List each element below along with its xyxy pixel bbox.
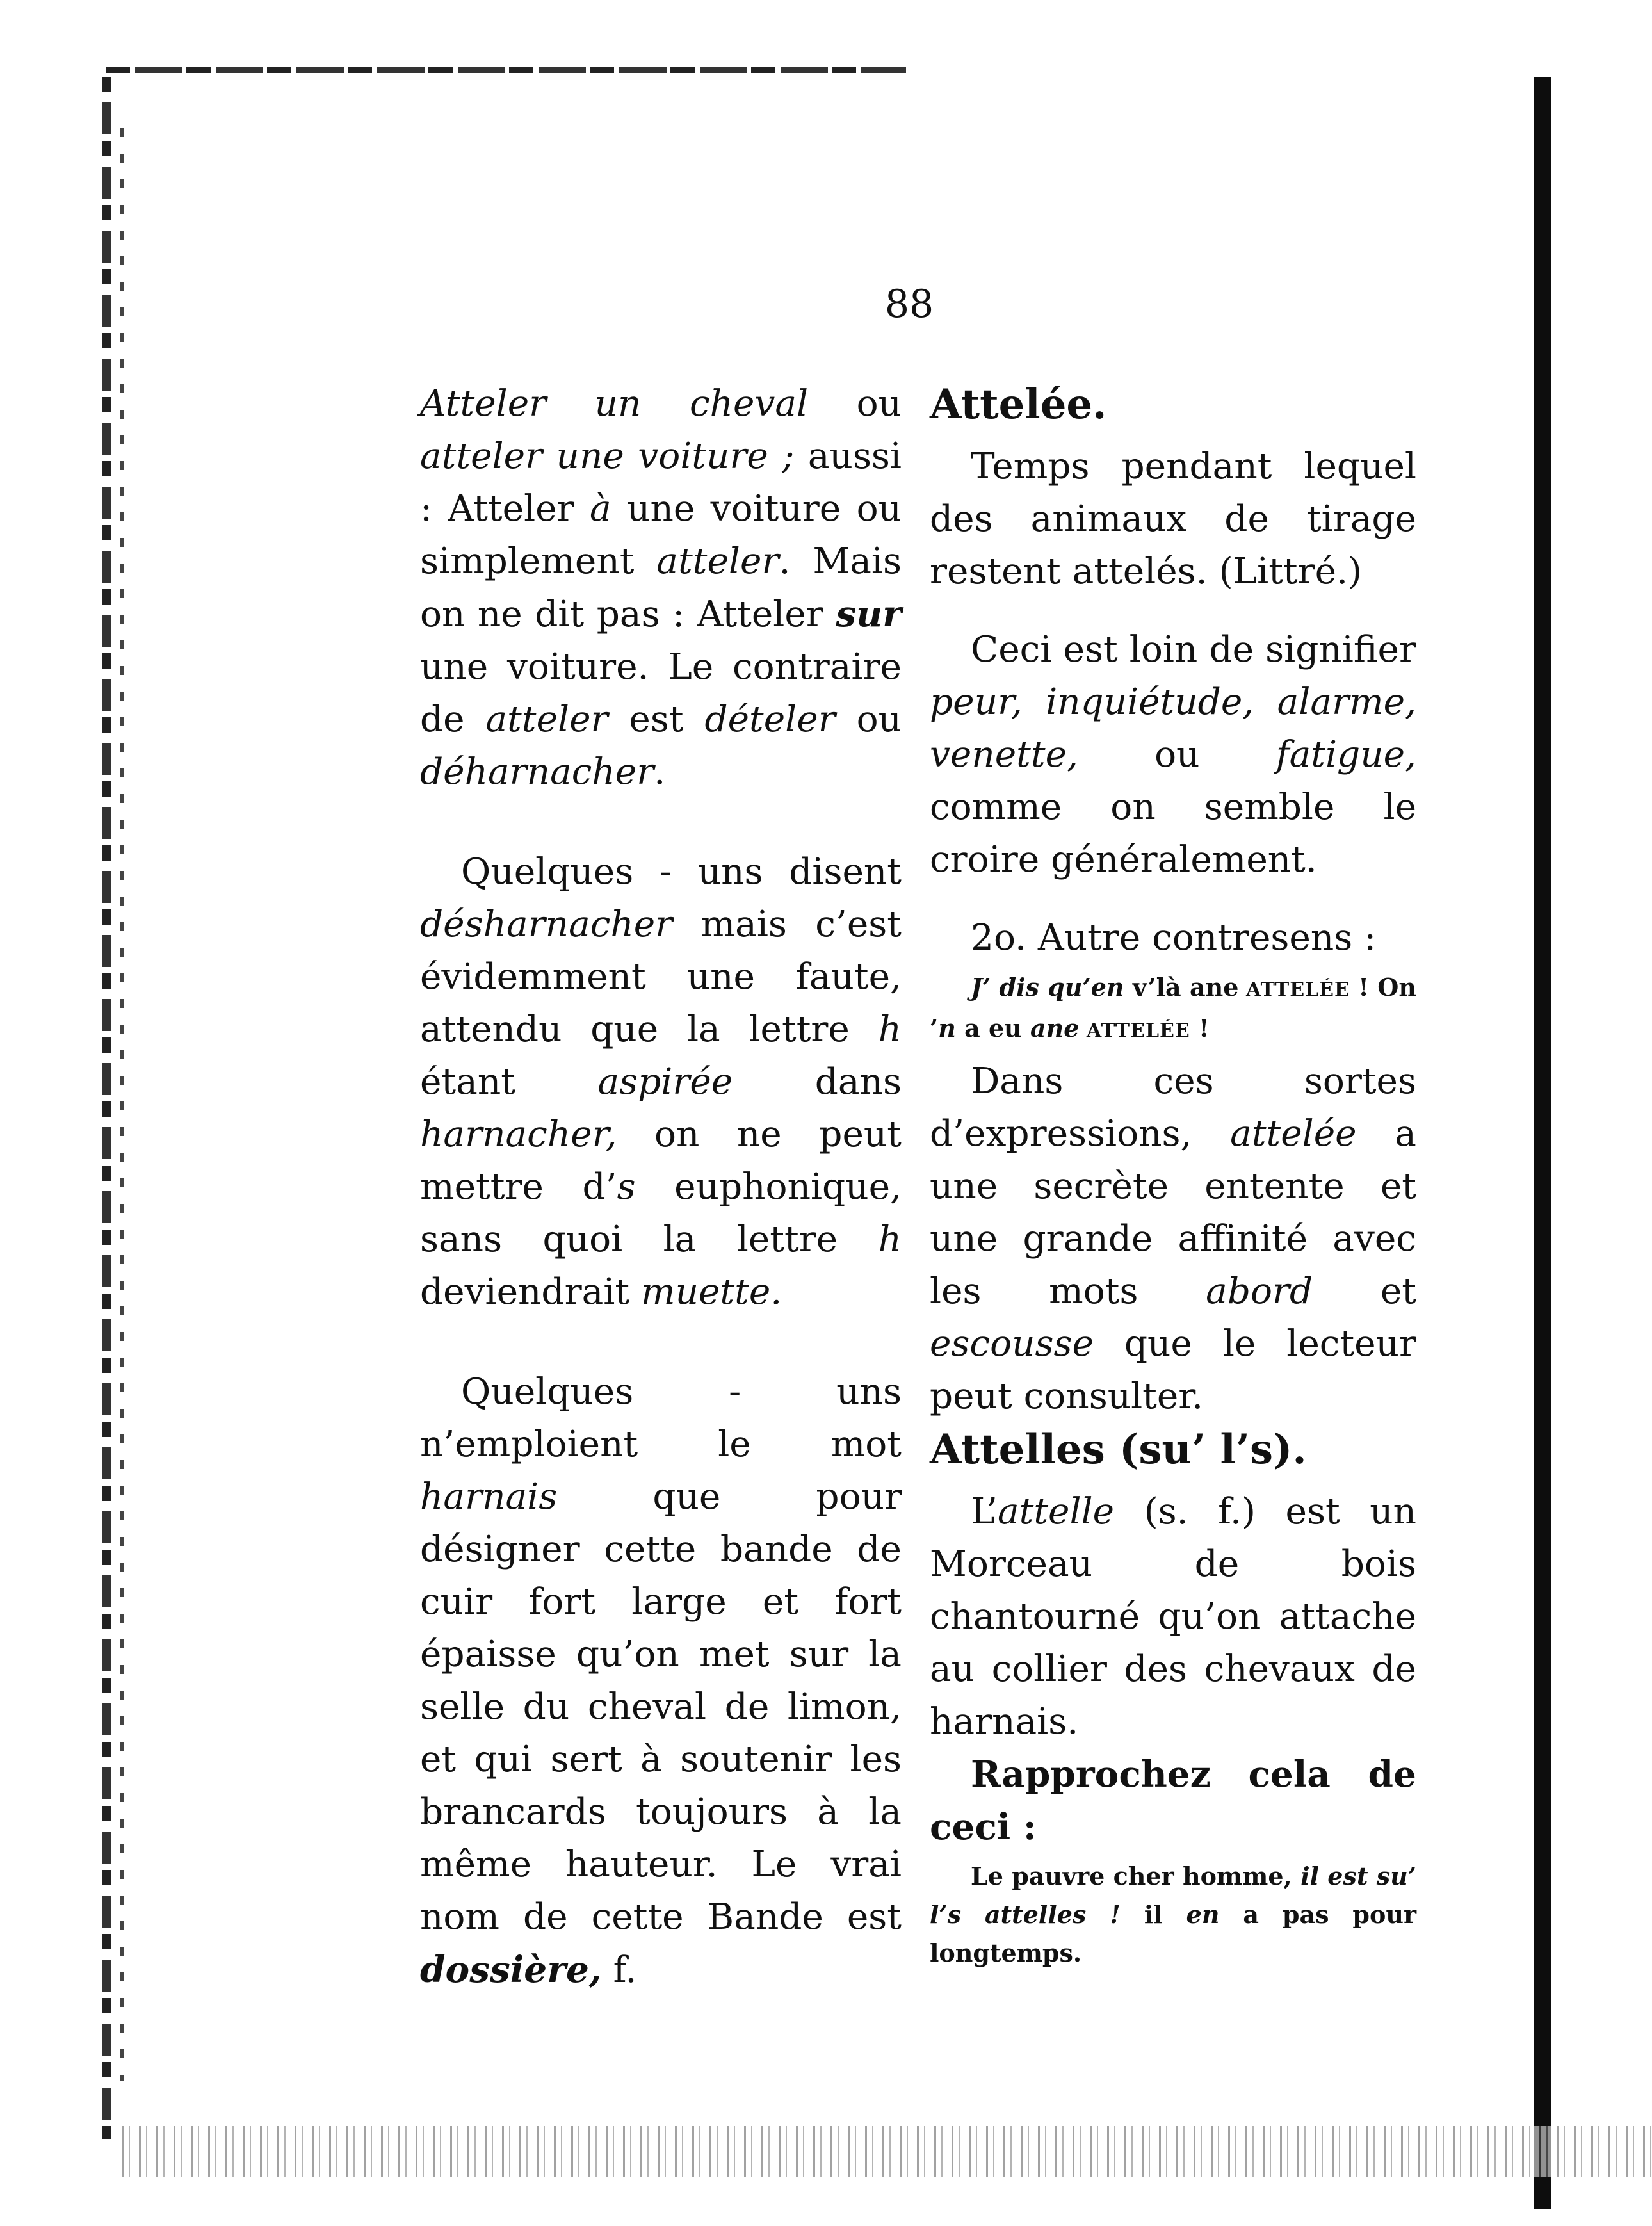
paragraph: L’attelle (s. f.) est un Morceau de bois chantourné qu’on attache au collier des chevaux de harnais. <box>930 1491 1416 1743</box>
scan-noise-bottom <box>122 2126 1652 2177</box>
paragraph: Quelques - uns disent désharnacher mais c’est évidemment une faute, attendu que la lettre h étant aspirée dans harnacher, on ne peut mettre d’s euphonique, sans quoi la lettre h deviendrait muette. <box>420 851 902 1313</box>
scan-border-left <box>102 77 111 2139</box>
entry-heading: Attelles (su’ l’s). <box>930 1426 1307 1474</box>
paragraph: Dans ces sortes d’expressions, attelée a une secrète entente et une grande affinité avec les mots abord et escousse que le lecteur peut consulter. <box>930 1060 1416 1417</box>
left-column <box>420 378 902 1997</box>
page-number: 88 <box>884 282 934 327</box>
quotation: Le pauvre cher homme, il est su’ l’s attelles ! il en a pas pour longtemps. <box>930 1862 1416 1967</box>
scan-border-right <box>1534 77 1551 2209</box>
paragraph: 2o. Autre contresens : <box>971 917 1377 959</box>
paragraph: Atteler un cheval ou atteler une voiture ; aussi : Atteler à une voiture ou simplement atteler. Mais on ne dit pas : Atteler sur une voiture. Le contraire de atteler est dételer ou déharnacher. <box>420 383 902 793</box>
paragraph: Temps pendant lequel des animaux de tirage restent attelés. (Littré.) <box>930 446 1416 592</box>
paragraph: Rapprochez cela de ceci : <box>930 1753 1416 1848</box>
paragraph: Quelques - uns n’emploient le mot harnais que pour désigner cette bande de cuir fort large et fort épaisse qu’on met sur la selle du cheval de limon, et qui sert à soutenir les brancards toujours à la même hauteur. Le vrai nom de cette Bande est dossière, f. <box>420 1371 902 1991</box>
entry-heading: Attelée. <box>930 380 1107 428</box>
scan-border-top <box>106 67 906 73</box>
right-column <box>930 378 1416 1978</box>
paragraph: Ceci est loin de signifier peur, inquiétude, alarme, venette, ou fatigue, comme on semble le croire généralement. <box>930 629 1416 881</box>
quotation: J’ dis qu’en v’là ane ATTELÉE ! On ’n a eu ane ATTELÉE ! <box>930 973 1416 1043</box>
scan-border-left-inner <box>120 128 124 2081</box>
